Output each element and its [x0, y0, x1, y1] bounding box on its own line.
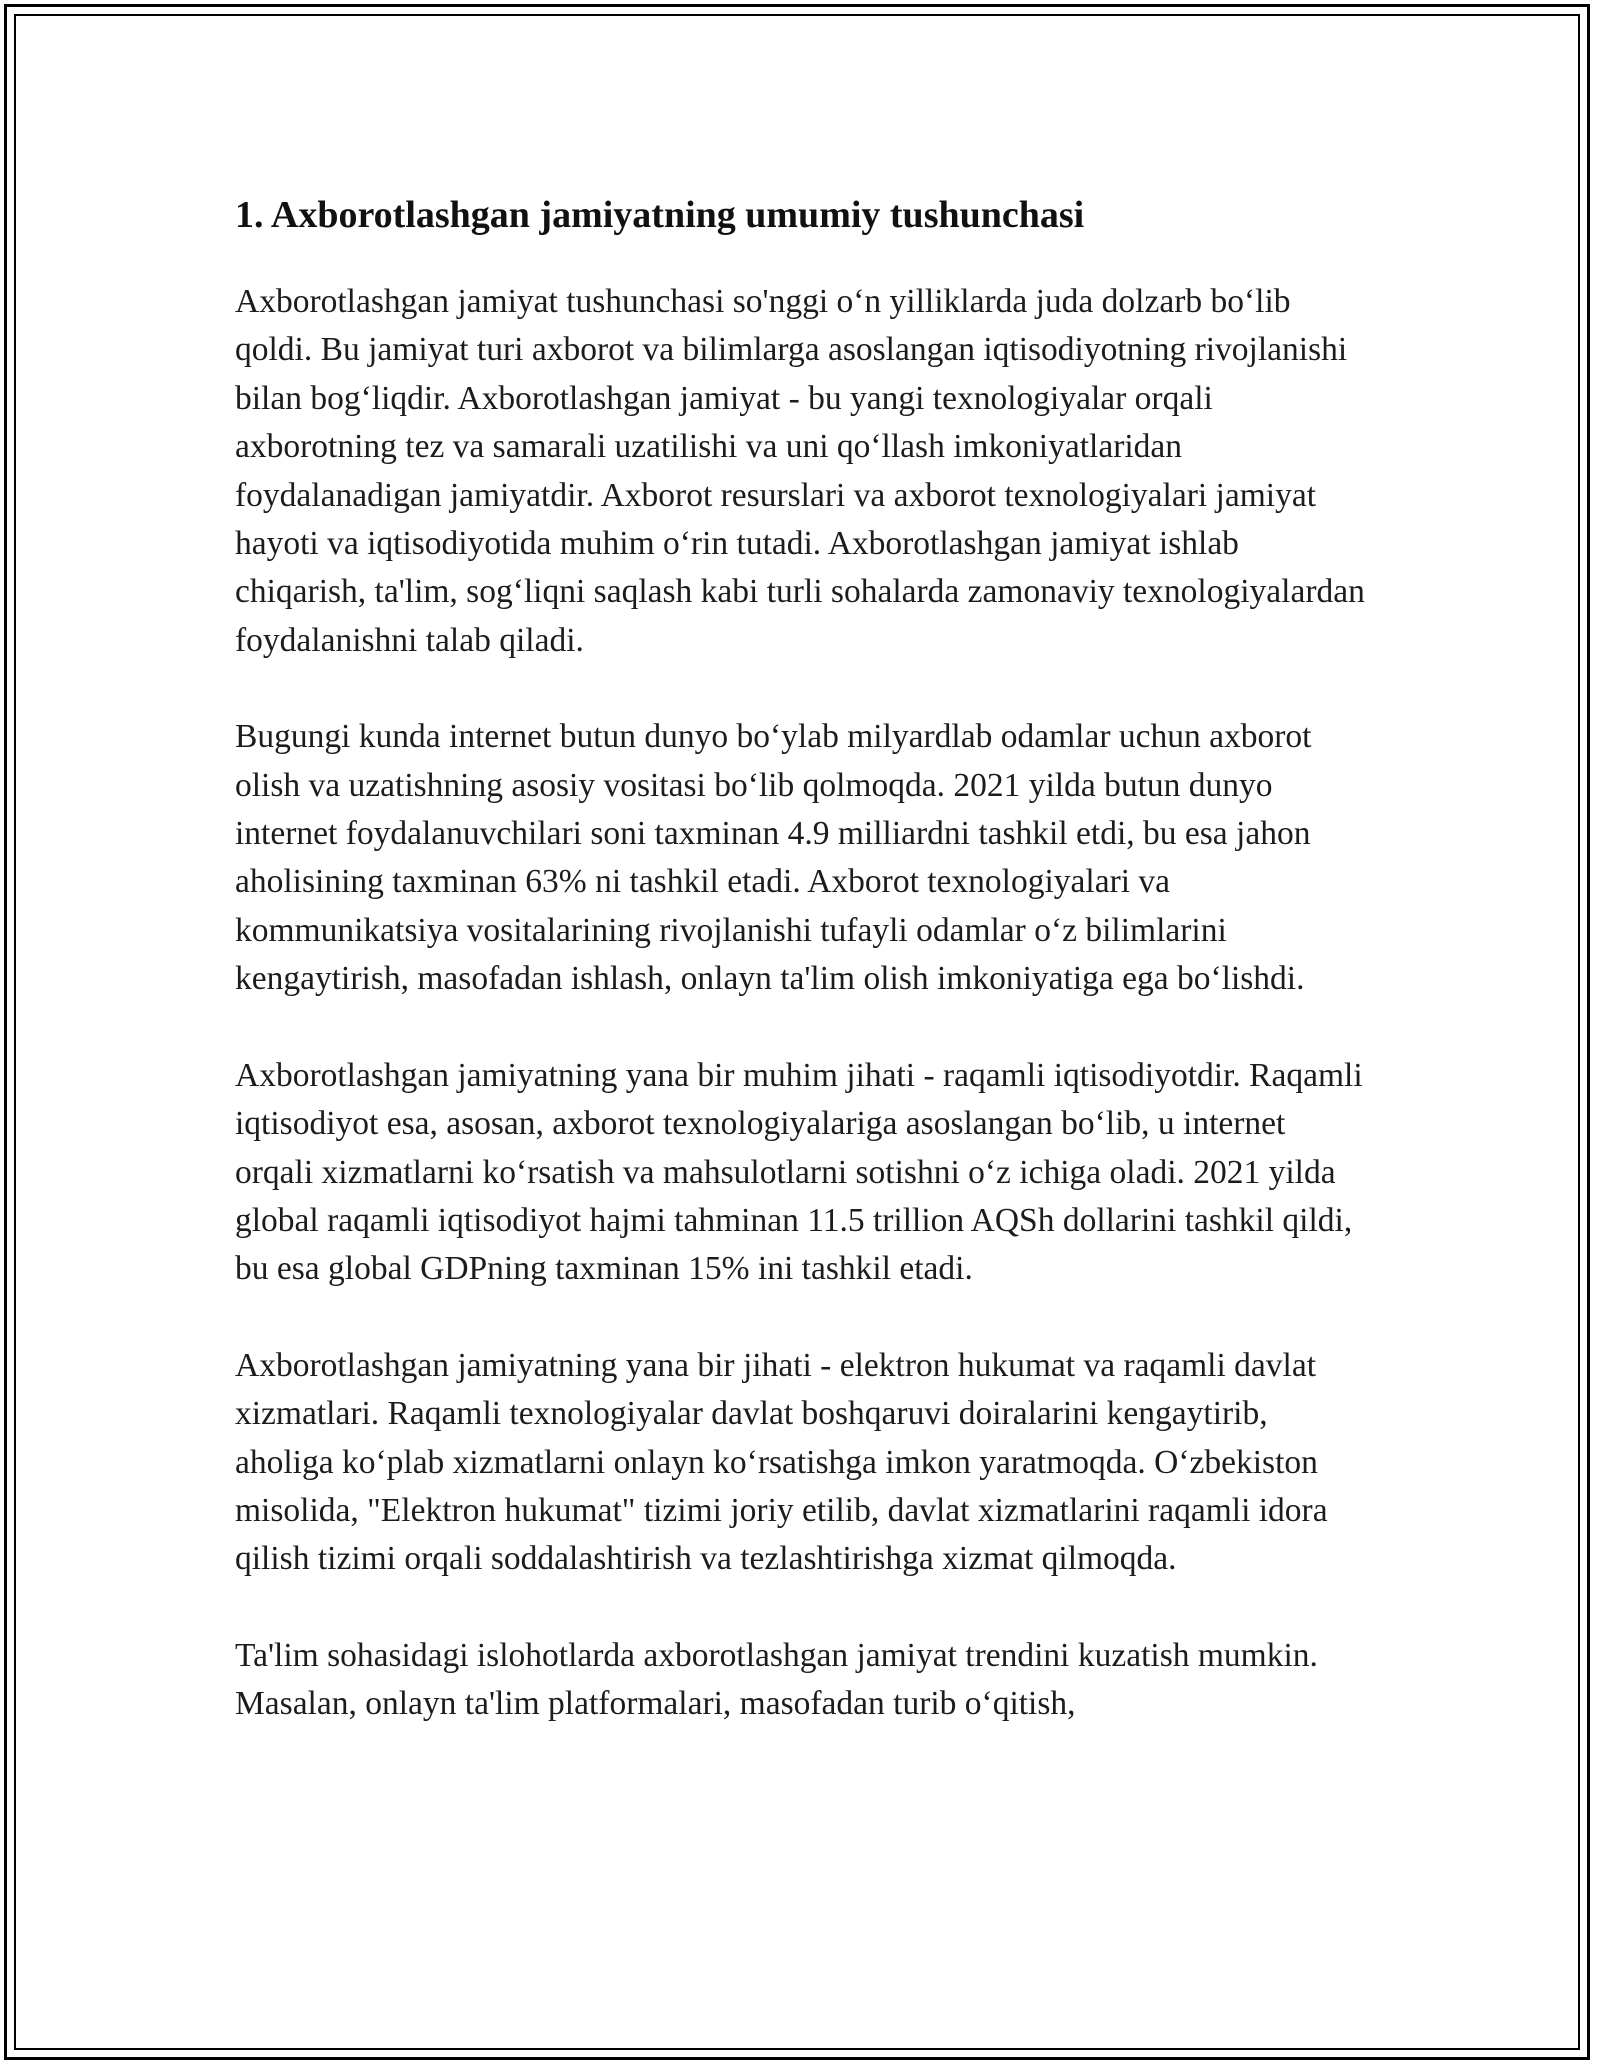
paragraph-3: Axborotlashgan jamiyatning yana bir muhim jihati - raqamli iqtisodiyotdir. Raqamli iqtisodiyot esa, asosan, axborot texnologiyalariga asoslangan bo‘lib, u internet orqali xizmatlarni ko‘rsatish va mahsulotlarni sotishni o‘z ichiga oladi. 2021 yilda global raqamli iqtisodiyot hajmi tahminan 11.5 trillion AQSh dollarini tashkil qildi, bu esa global GDPning taxminan 15% ini tashkil etadi.: [235, 1056, 1363, 1288]
paragraph-2: Bugungi kunda internet butun dunyo bo‘ylab milyardlab odamlar uchun axborot olish va uzatishning asosiy vositasi bo‘lib qolmoqda. 2021 yilda butun dunyo internet foydalanuvchilari soni taxminan 4.9 milliardni tashkil etdi, bu esa jahon aholisining taxminan 63% ni tashkil etadi. Axborot texnologiyalari va kommunikatsiya vositalarining rivojlanishi tufayli odamlar o‘z bilimlarini kengaytirish, masofadan ishlash, onlayn ta'lim olish imkoniyatiga ega bo‘lishdi.: [235, 718, 1312, 998]
paragraph-4: Axborotlashgan jamiyatning yana bir jihati - elektron hukumat va raqamli davlat xizmatlari. Raqamli texnologiyalar davlat boshqaruvi doiralarini kengaytirib, aholiga ko‘plab xizmatlarni onlayn ko‘rsatishga imkon yaratmoqda. O‘zbekiston misolida, "Elektron hukumat" tizimi joriy etilib, davlat xizmatlarini raqamli idora qilish tizimi orqali soddalashtirish va tezlashtirishga xizmat qilmoqda.: [235, 1346, 1328, 1578]
section-title: 1. Axborotlashgan jamiyatning umumiy tushunchasi: [235, 194, 1085, 236]
paragraph-5: Ta'lim sohasidagi islohotlarda axborotlashgan jamiyat trendini kuzatish mumkin. Masalan, onlayn ta'lim platformalari, masofadan turib o‘qitish,: [235, 1636, 1318, 1723]
document-body: [235, 186, 1365, 1777]
paragraph-1: Axborotlashgan jamiyat tushunchasi so'nggi o‘n yilliklarda juda dolzarb bo‘lib qoldi. Bu jamiyat turi axborot va bilimlarga asoslangan iqtisodiyotning rivojlanishi bilan bog‘liqdir. Axborotlashgan jamiyat - bu yangi texnologiyalar orqali axborotning tez va samarali uzatilishi va uni qo‘llash imkoniyatlaridan foydalanadigan jamiyatdir. Axborot resurslari va axborot texnologiyalari jamiyat hayoti va iqtisodiyotida muhim o‘rin tutadi. Axborotlashgan jamiyat ishlab chiqarish, ta'lim, sog‘liqni saqlash kabi turli sohalarda zamonaviy texnologiyalardan foydalanishni talab qiladi.: [235, 283, 1365, 659]
